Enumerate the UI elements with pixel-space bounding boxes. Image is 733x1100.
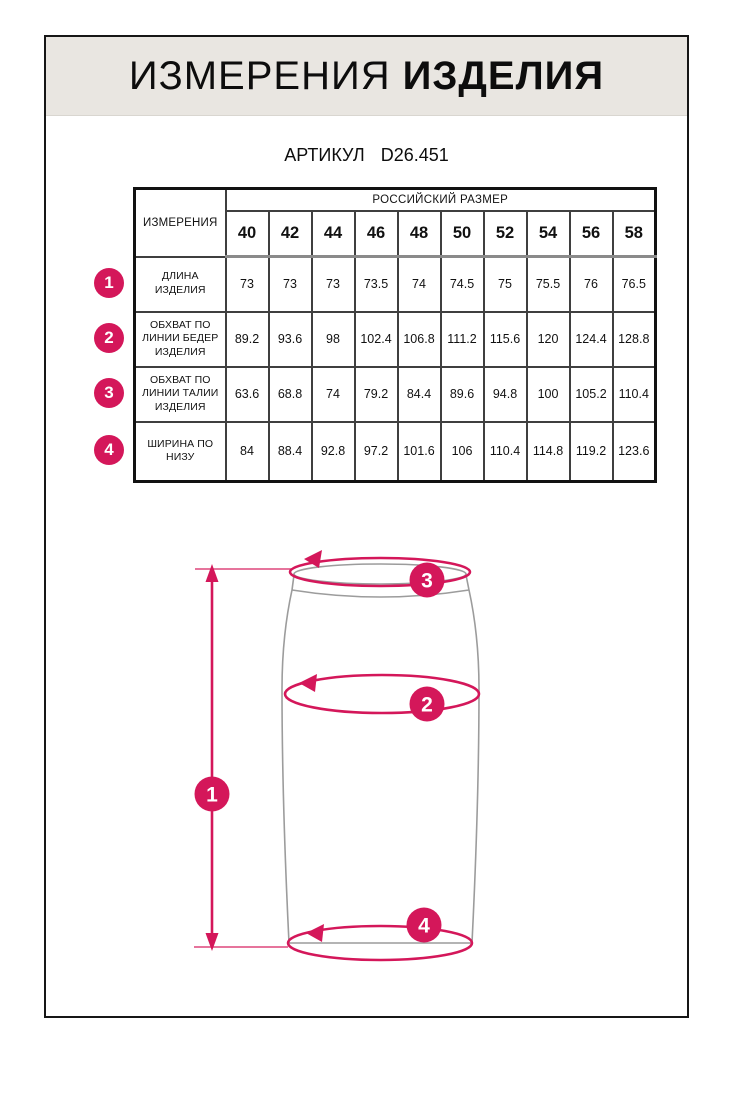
size-header: 58 bbox=[613, 211, 656, 257]
diagram-badge-length-number: 1 bbox=[206, 783, 218, 807]
table-row bbox=[135, 422, 656, 482]
measurement-value: 110.4 bbox=[484, 422, 527, 482]
measurement-value: 74 bbox=[398, 257, 441, 312]
skirt-outline bbox=[282, 564, 479, 943]
diagram-badge-hem-number: 4 bbox=[418, 914, 430, 938]
measurement-value: 75 bbox=[484, 257, 527, 312]
measurement-value: 110.4 bbox=[613, 367, 656, 422]
measurement-value: 73 bbox=[269, 257, 312, 312]
measurement-value: 115.6 bbox=[484, 312, 527, 367]
table-row bbox=[135, 312, 656, 367]
measurement-value: 88.4 bbox=[269, 422, 312, 482]
measurement-value: 119.2 bbox=[570, 422, 613, 482]
arrow-left-icon bbox=[299, 674, 317, 692]
diagram-badge-waist-number: 3 bbox=[421, 569, 433, 593]
measurement-value: 89.2 bbox=[226, 312, 269, 367]
measurement-value: 114.8 bbox=[527, 422, 570, 482]
measurement-value: 74 bbox=[312, 367, 355, 422]
table-header-row-group bbox=[135, 189, 656, 211]
page-title-bold: ИЗДЕЛИЯ bbox=[402, 53, 605, 98]
measurement-value: 111.2 bbox=[441, 312, 484, 367]
measurement-value: 128.8 bbox=[613, 312, 656, 367]
size-header: 52 bbox=[484, 211, 527, 257]
diagram-badges bbox=[195, 563, 445, 943]
size-header: 48 bbox=[398, 211, 441, 257]
article-label: АРТИКУЛ bbox=[284, 145, 365, 165]
arrow-left-icon bbox=[306, 924, 324, 942]
size-table bbox=[133, 187, 657, 483]
measurement-value: 73 bbox=[226, 257, 269, 312]
measurement-value: 68.8 bbox=[269, 367, 312, 422]
measurement-value: 84.4 bbox=[398, 367, 441, 422]
measurement-value: 63.6 bbox=[226, 367, 269, 422]
row-number-badge: 4 bbox=[94, 435, 124, 465]
page-frame bbox=[44, 35, 689, 1018]
article-line bbox=[46, 142, 687, 168]
measurement-value: 92.8 bbox=[312, 422, 355, 482]
arrow-up-icon bbox=[206, 564, 219, 582]
waistband-bottom-seam bbox=[292, 590, 469, 597]
measurement-value: 73.5 bbox=[355, 257, 398, 312]
size-header: 44 bbox=[312, 211, 355, 257]
measurement-value: 105.2 bbox=[570, 367, 613, 422]
measurement-value: 74.5 bbox=[441, 257, 484, 312]
arrow-left-icon bbox=[304, 550, 322, 568]
size-header: 40 bbox=[226, 211, 269, 257]
measurement-value: 75.5 bbox=[527, 257, 570, 312]
table-row bbox=[135, 257, 656, 312]
measurement-value: 97.2 bbox=[355, 422, 398, 482]
row-number-badge: 2 bbox=[94, 323, 124, 353]
measurement-value: 76.5 bbox=[613, 257, 656, 312]
skirt-measurement-diagram bbox=[146, 537, 566, 977]
measurement-value: 89.6 bbox=[441, 367, 484, 422]
diagram-badge-hips-number: 2 bbox=[421, 693, 433, 717]
measure-column-header: ИЗМЕРЕНИЯ bbox=[135, 189, 226, 257]
row-number-badge: 3 bbox=[94, 378, 124, 408]
size-header: 50 bbox=[441, 211, 484, 257]
measurement-value: 100 bbox=[527, 367, 570, 422]
page-title-regular: ИЗМЕРЕНИЯ bbox=[128, 53, 391, 98]
article-value: D26.451 bbox=[380, 145, 449, 165]
skirt-right-side bbox=[469, 590, 479, 943]
measurement-label: ШИРИНА ПО НИЗУ bbox=[135, 422, 226, 482]
measurement-value: 73 bbox=[312, 257, 355, 312]
table-row bbox=[135, 367, 656, 422]
measurement-value: 120 bbox=[527, 312, 570, 367]
measurement-value: 76 bbox=[570, 257, 613, 312]
measurement-value: 98 bbox=[312, 312, 355, 367]
measurement-value: 79.2 bbox=[355, 367, 398, 422]
size-header: 54 bbox=[527, 211, 570, 257]
measurement-annotations bbox=[194, 550, 479, 960]
arrow-down-icon bbox=[206, 933, 219, 951]
measurement-value: 93.6 bbox=[269, 312, 312, 367]
measurement-label: ОБХВАТ ПО ЛИНИИ ТАЛИИ ИЗДЕЛИЯ bbox=[135, 367, 226, 422]
measurement-label: ОБХВАТ ПО ЛИНИИ БЕДЕР ИЗДЕЛИЯ bbox=[135, 312, 226, 367]
size-header: 56 bbox=[570, 211, 613, 257]
measurement-value: 106 bbox=[441, 422, 484, 482]
row-number-badge: 1 bbox=[94, 268, 124, 298]
title-band bbox=[46, 37, 687, 116]
measurement-value: 123.6 bbox=[613, 422, 656, 482]
size-header: 42 bbox=[269, 211, 312, 257]
measurement-value: 106.8 bbox=[398, 312, 441, 367]
measurement-value: 101.6 bbox=[398, 422, 441, 482]
measurement-value: 94.8 bbox=[484, 367, 527, 422]
measurement-label: ДЛИНА ИЗДЕЛИЯ bbox=[135, 257, 226, 312]
measurement-value: 102.4 bbox=[355, 312, 398, 367]
skirt-left-side bbox=[282, 590, 292, 943]
size-group-header: РОССИЙСКИЙ РАЗМЕР bbox=[226, 189, 656, 211]
size-header: 46 bbox=[355, 211, 398, 257]
measurement-value: 84 bbox=[226, 422, 269, 482]
measurement-value: 124.4 bbox=[570, 312, 613, 367]
